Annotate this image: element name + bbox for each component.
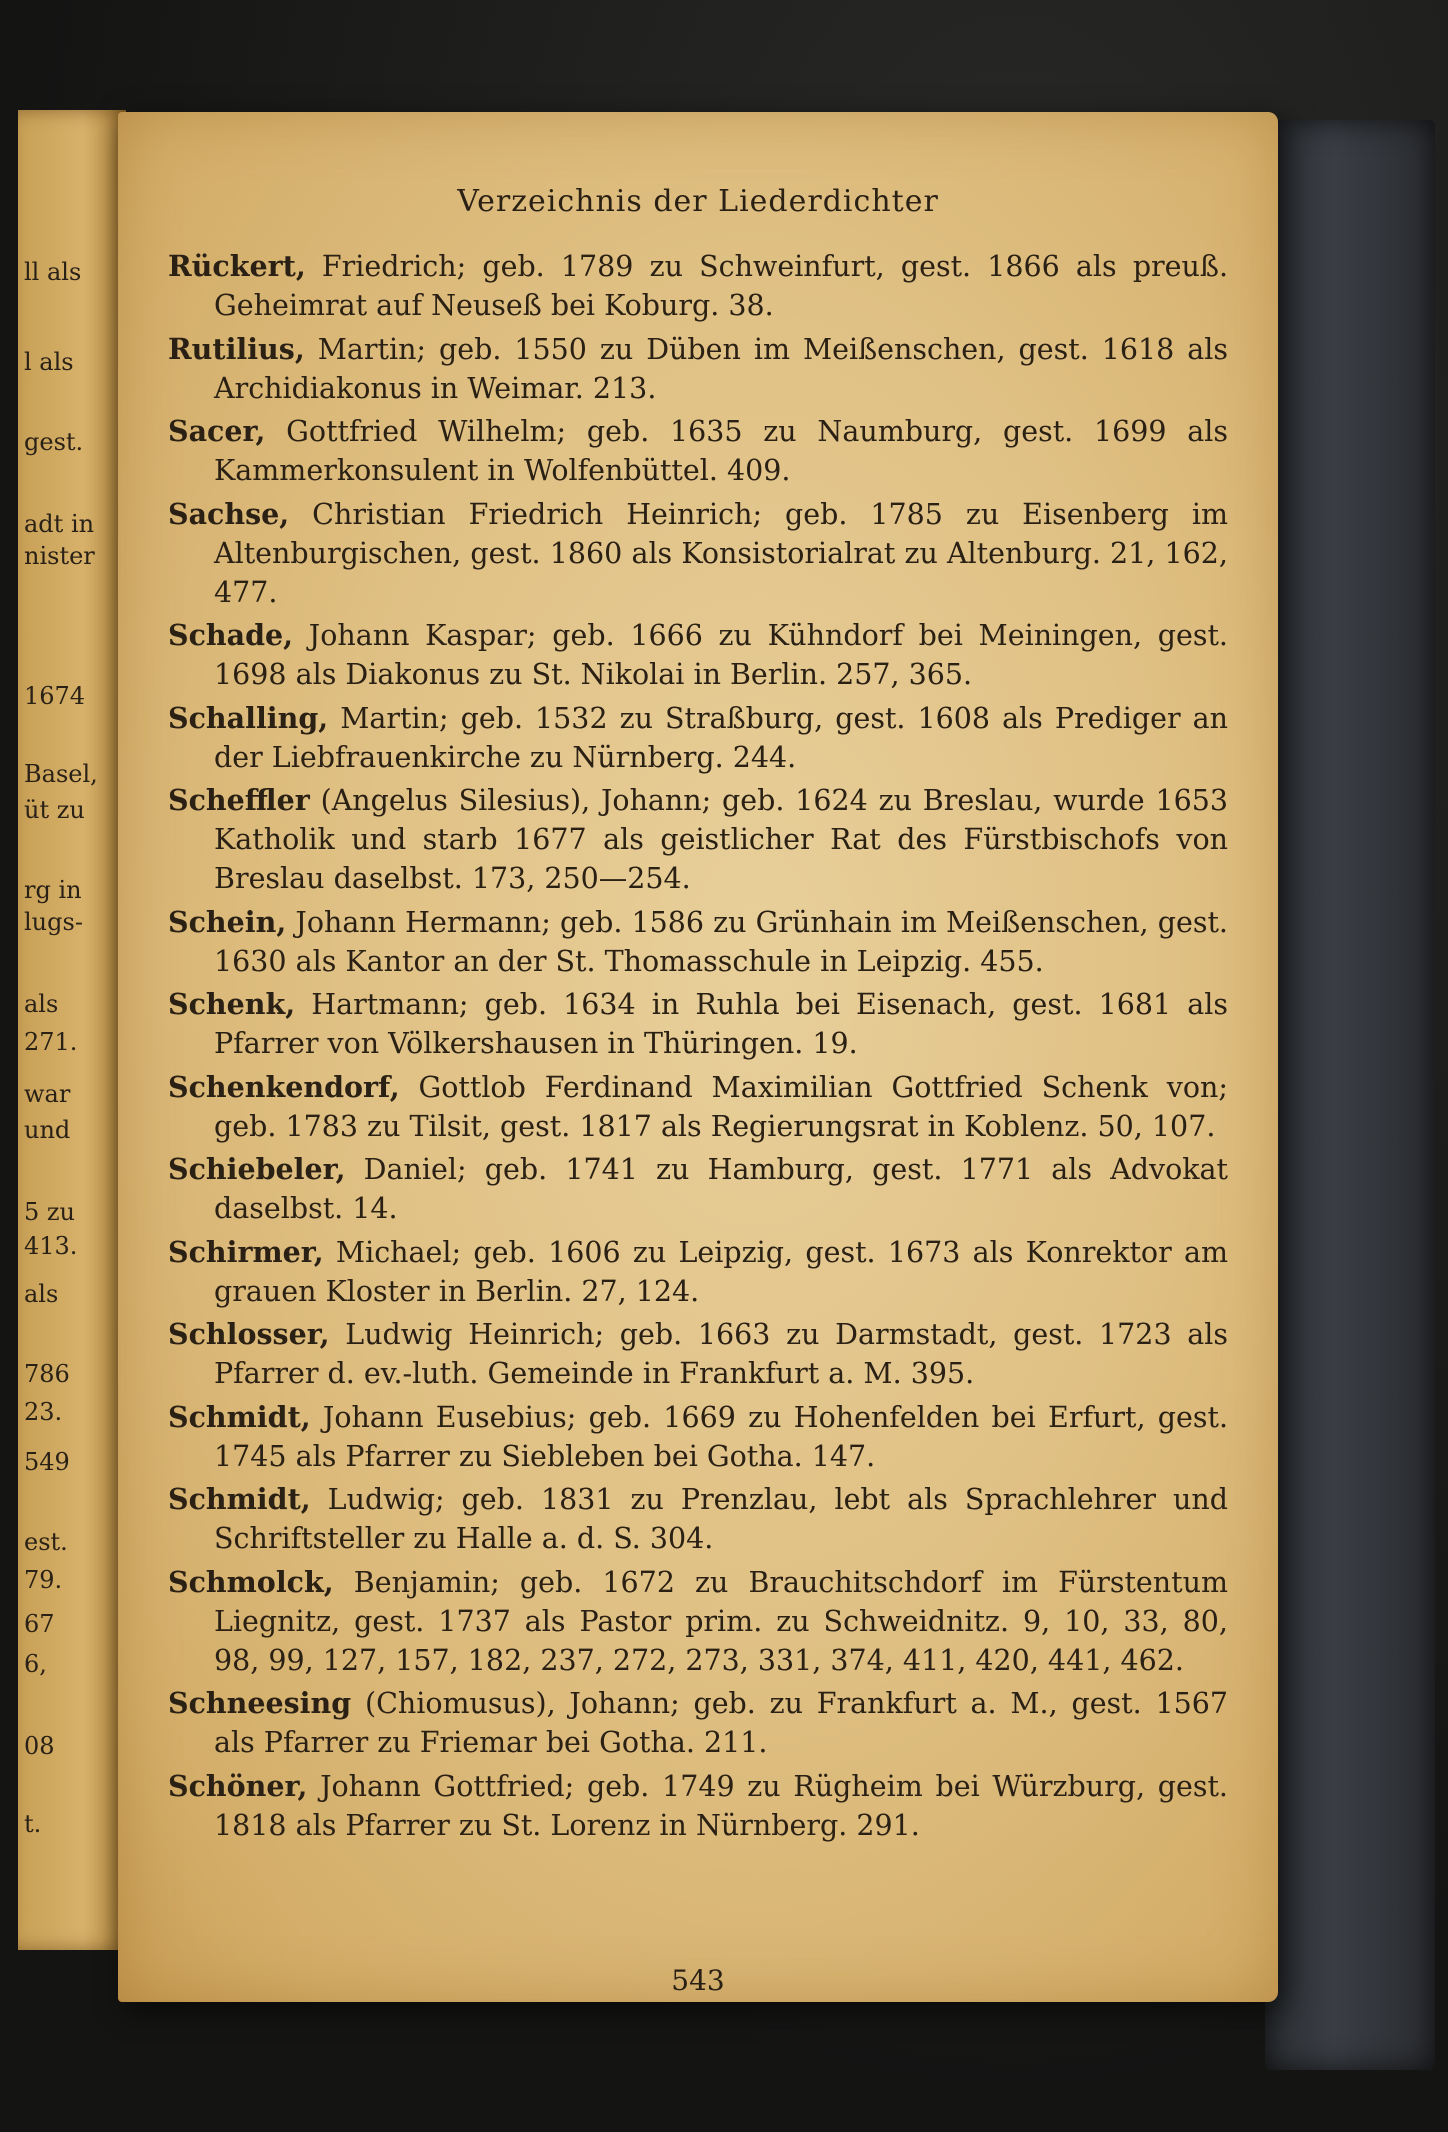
poet-name: Sachse, — [168, 496, 290, 531]
index-entry — [168, 1150, 1228, 1228]
index-entry — [168, 985, 1228, 1063]
page-number: 543 — [671, 1964, 725, 1997]
poet-name: Schneesing — [168, 1686, 352, 1720]
poet-name: Schirmer, — [168, 1234, 324, 1269]
poet-name: Rückert, — [168, 249, 306, 283]
index-entry — [168, 495, 1228, 612]
index-entry — [168, 1233, 1228, 1311]
poet-name: Sacer, — [168, 414, 266, 448]
poet-details: Christian Friedrich Heinrich; geb. 1785 zu Eisenberg im Altenburgischen, gest. 1860 als Konsistorialrat zu Altenburg. 21, 162, 477. — [214, 497, 1228, 609]
book-page — [118, 112, 1278, 2002]
poet-details: Johann Kaspar; geb. 1666 zu Kühndorf bei Meiningen, gest. 1698 als Diakonus zu St. Nikolai in Berlin. 257, 365. — [214, 619, 1228, 691]
book-cover-edge — [1265, 120, 1435, 2070]
poet-details: Johann Eusebius; geb. 1669 zu Hohenfelden bei Erfurt, gest. 1745 als Pfarrer zu Siebleben bei Gotha. 147. — [214, 1400, 1228, 1473]
poet-name: Schmolck, — [168, 1564, 334, 1599]
poet-details: (Chiomusus), Johann; geb. zu Frankfurt a. M., gest. 1567 als Pfarrer zu Friemar bei Gotha. 211. — [214, 1687, 1228, 1759]
left-page-text: 413. — [24, 1232, 78, 1260]
poet-name: Schiebeler, — [168, 1152, 346, 1186]
left-page-text: 549 — [24, 1448, 70, 1476]
poet-details: Martin; geb. 1550 zu Düben im Meißenschen, gest. 1618 als Archidiakonus in Weimar. 213. — [214, 332, 1228, 405]
poet-details: Martin; geb. 1532 zu Straßburg, gest. 1608 als Prediger an der Liebfrauenkirche zu Nürnberg. 244. — [214, 701, 1228, 774]
poet-details: Hartmann; geb. 1634 in Ruhla bei Eisenach, gest. 1681 als Pfarrer von Völkershausen in Thüringen. 19. — [214, 988, 1228, 1060]
poet-details: Benjamin; geb. 1672 zu Brauchitschdorf im Fürstentum Liegnitz, gest. 1737 als Pastor prim. zu Schweidnitz. 9, 10, 33, 80, 98, 99, 127, 157, 182, 237, 272, 273, 331, 374, 411, 420, 441, 462. — [214, 1565, 1228, 1677]
index-entry — [168, 247, 1228, 325]
poet-name: Schöner, — [168, 1768, 308, 1803]
poet-name: Schmidt, — [168, 1482, 311, 1516]
poet-details: Gottlob Ferdinand Maximilian Gottfried Schenk von; geb. 1783 zu Tilsit, gest. 1817 als Regierungsrat in Koblenz. 50, 107. — [214, 1070, 1228, 1143]
poet-details: Ludwig Heinrich; geb. 1663 zu Darmstadt, gest. 1723 als Pfarrer d. ev.-luth. Gemeinde in Frankfurt a. M. 395. — [214, 1318, 1228, 1390]
page-title: Verzeichnis der Liederdichter — [457, 184, 939, 219]
poet-details: Michael; geb. 1606 zu Leipzig, gest. 1673 als Konrektor am grauen Kloster in Berlin. 27, 124. — [214, 1235, 1228, 1308]
left-page-text: 23. — [24, 1398, 63, 1426]
poet-details: Johann Hermann; geb. 1586 zu Grünhain im Meißenschen, gest. 1630 als Kantor an der St. Thomasschule in Leipzig. 455. — [214, 905, 1228, 978]
left-page-text: 08 — [24, 1732, 55, 1760]
poet-name: Schenk, — [168, 987, 296, 1021]
index-entry — [168, 1563, 1228, 1680]
index-entry — [168, 903, 1228, 981]
index-entry — [168, 1480, 1228, 1558]
left-page-text: 5 zu — [24, 1198, 75, 1226]
index-entry — [168, 1767, 1228, 1845]
index-entry — [168, 412, 1228, 490]
poet-details: Johann Gottfried; geb. 1749 zu Rügheim bei Würzburg, gest. 1818 als Pfarrer zu St. Lorenz in Nürnberg. 291. — [214, 1769, 1228, 1842]
left-page-text: adt in — [24, 510, 95, 538]
poet-details: Ludwig; geb. 1831 zu Prenzlau, lebt als Sprachlehrer und Schriftsteller zu Halle a. d. S. 304. — [214, 1483, 1228, 1555]
left-page-text: 79. — [24, 1566, 63, 1594]
page-content — [168, 184, 1228, 1997]
left-page-text: Basel, — [24, 760, 98, 788]
poet-name: Schalling, — [168, 700, 329, 735]
index-entry — [168, 1684, 1228, 1762]
left-page-text: 1674 — [24, 682, 86, 710]
poet-details: (Angelus Silesius), Johann; geb. 1624 zu Breslau, wurde 1653 Katholik und starb 1677 als geistlicher Rat des Fürstbischofs von Breslau daselbst. 173, 250—254. — [214, 784, 1228, 895]
left-page-text: 786 — [24, 1360, 70, 1388]
left-page-text: ll als — [24, 258, 82, 286]
left-page-text: üt zu — [24, 796, 85, 824]
left-page-text: l als — [24, 348, 74, 376]
poet-name: Schein, — [168, 904, 287, 939]
poet-name: Schenkendorf, — [168, 1069, 400, 1104]
left-page-text: 271. — [24, 1028, 78, 1056]
poet-details: Gottfried Wilhelm; geb. 1635 zu Naumburg, gest. 1699 als Kammerkonsulent in Wolfenbüttel. 409. — [214, 415, 1228, 487]
index-entry — [168, 699, 1228, 777]
left-page-text: nister — [24, 542, 95, 570]
left-page-text: als — [24, 990, 59, 1018]
left-page-text: war — [24, 1080, 71, 1108]
left-page-fragment — [18, 110, 126, 1950]
poet-name: Schmidt, — [168, 1399, 311, 1434]
index-entry — [168, 330, 1228, 408]
left-page-text: und — [24, 1116, 71, 1144]
left-page-text: lugs- — [24, 908, 83, 936]
poet-details: Daniel; geb. 1741 zu Hamburg, gest. 1771 als Advokat daselbst. 14. — [214, 1153, 1228, 1225]
poet-name: Scheffler — [168, 783, 310, 817]
poet-name: Schade, — [168, 618, 294, 652]
poet-name: Rutilius, — [168, 331, 305, 366]
left-page-text: t. — [24, 1810, 42, 1838]
poet-details: Friedrich; geb. 1789 zu Schweinfurt, gest. 1866 als preuß. Geheimrat auf Neuseß bei Koburg. 38. — [214, 250, 1228, 322]
left-page-text: est. — [24, 1528, 68, 1556]
index-entry — [168, 1398, 1228, 1476]
index-entry — [168, 1315, 1228, 1393]
index-entry — [168, 781, 1228, 898]
poet-index — [168, 247, 1228, 1845]
left-page-text: als — [24, 1280, 59, 1308]
poet-name: Schlosser, — [168, 1317, 330, 1351]
left-page-text: rg in — [24, 876, 82, 904]
left-page-text: 67 — [24, 1610, 55, 1638]
index-entry — [168, 1068, 1228, 1146]
left-page-text: gest. — [24, 428, 84, 456]
left-page-text: 6, — [24, 1650, 47, 1678]
index-entry — [168, 616, 1228, 694]
